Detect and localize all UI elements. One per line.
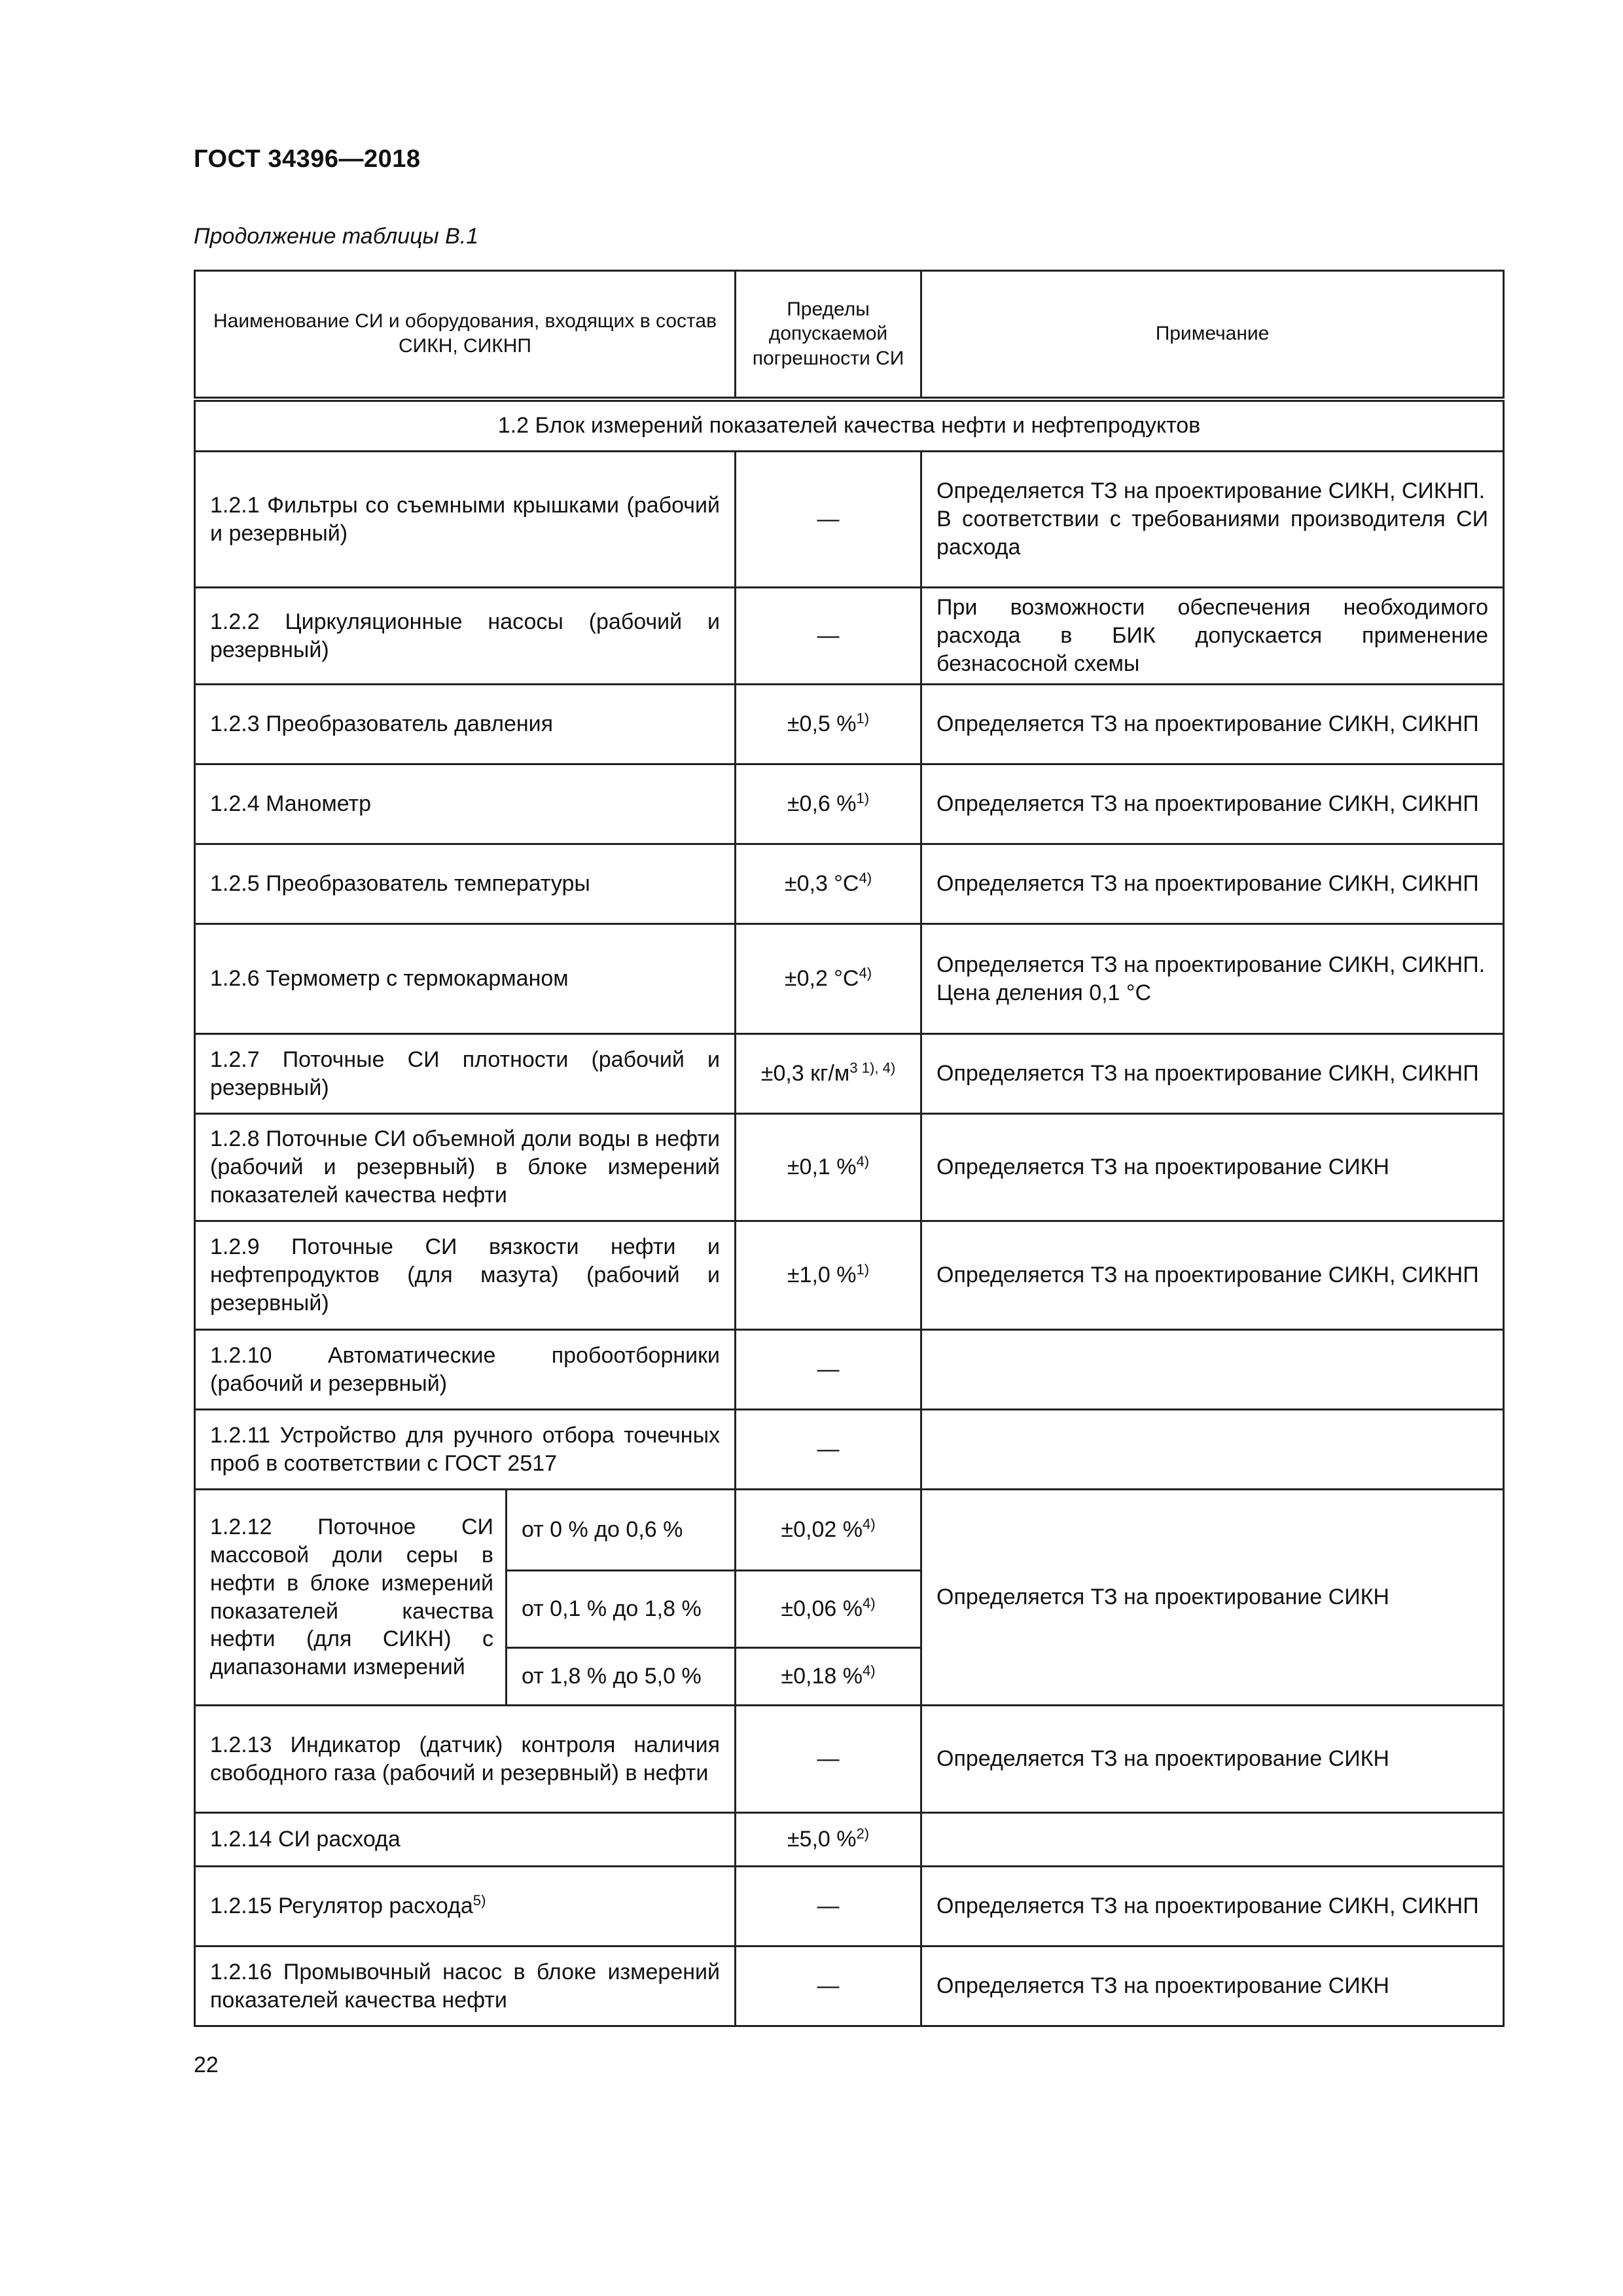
note-cell <box>921 1114 1504 1221</box>
tolerance-text: — <box>817 623 840 649</box>
tolerance-value <box>785 966 872 991</box>
tolerance-cell <box>736 1410 921 1490</box>
item-name: 1.2.7 Поточные СИ плотности (рабочий и резервный) <box>195 1034 736 1114</box>
item-name: 1.2.5 Преобразователь температуры <box>195 844 736 924</box>
item-name: 1.2.4 Манометр <box>195 764 736 844</box>
note-cell <box>921 452 1504 588</box>
tolerance-text: ±0,5 % <box>787 711 857 737</box>
tolerance-cell <box>736 1946 921 2026</box>
table-row <box>195 1867 1504 1946</box>
note-cell <box>921 924 1504 1034</box>
note-cell <box>921 1813 1504 1867</box>
column-header-name: Наименование СИ и оборудования, входящих в состав СИКН, СИКНП <box>195 271 736 399</box>
table-row <box>195 1946 1504 2026</box>
table-row-sulfur <box>195 1490 1504 1571</box>
note-cell <box>921 1330 1504 1410</box>
item-name: 1.2.12 Поточное СИ массовой доли серы в нефти в блоке измерений показателей качества нефти (для СИКН) с диапазонами измерений <box>195 1490 507 1706</box>
item-name: 1.2.10 Автоматические пробоотборники (рабочий и резервный) <box>195 1330 736 1410</box>
tolerance-text: ±0,6 % <box>787 791 857 817</box>
note-cell <box>921 1867 1504 1946</box>
table-row <box>195 924 1504 1034</box>
tolerance-cell <box>736 588 921 685</box>
note-cell <box>921 1706 1504 1813</box>
tolerance-text: ±0,2 °С <box>784 966 859 992</box>
tolerance-cell <box>736 844 921 924</box>
table-row <box>195 1034 1504 1114</box>
footnote-ref: 4) <box>862 1594 876 1611</box>
note-line: Определяется ТЗ на проектирование СИКН <box>936 1746 1389 1772</box>
footnote-ref: 2) <box>856 1825 870 1842</box>
document-designation: ГОСТ 34396—2018 <box>194 145 421 173</box>
footnote-ref: 1) <box>856 789 870 806</box>
footnote-ref: 4) <box>862 1662 876 1679</box>
tolerance-value <box>787 711 869 736</box>
item-name: 1.2.2 Циркуляционные насосы (рабочий и резервный) <box>195 588 736 685</box>
footnote-ref: 4) <box>859 964 872 981</box>
note-cell <box>921 1946 1504 2026</box>
tolerance-value <box>817 507 840 531</box>
note-cell <box>921 844 1504 924</box>
footnote-ref: 1) <box>856 709 870 726</box>
table-row <box>195 1410 1504 1490</box>
item-name: 1.2.9 Поточные СИ вязкости нефти и нефтепродуктов (для мазута) (рабочий и резервный) <box>195 1221 736 1330</box>
note-cell <box>921 1034 1504 1114</box>
item-name: 1.2.11 Устройство для ручного отбора точечных проб в соответствии с ГОСТ 2517 <box>195 1410 736 1490</box>
note-line: Определяется ТЗ на проектирование СИКН <box>936 1155 1389 1180</box>
footnote-ref: 5) <box>473 1892 486 1909</box>
note-line: Определяется ТЗ на проектирование СИКН, СИКНП <box>936 871 1479 897</box>
table-row <box>195 1221 1504 1330</box>
tolerance-value <box>787 1827 869 1852</box>
tolerance-value <box>781 1664 875 1689</box>
tolerance-value <box>781 1596 875 1621</box>
item-name: 1.2.3 Преобразователь давления <box>195 685 736 764</box>
tolerance-cell <box>736 1571 921 1648</box>
tolerance-text: ±0,3 кг/м <box>760 1061 850 1086</box>
table-row <box>195 1330 1504 1410</box>
tolerance-cell <box>736 1034 921 1114</box>
tolerance-value <box>785 871 872 896</box>
table-caption: Продолжение таблицы В.1 <box>194 224 479 249</box>
tolerance-text: — <box>817 1893 840 1919</box>
tolerance-text: — <box>817 507 840 532</box>
tolerance-text: ±0,1 % <box>787 1155 857 1180</box>
note-line: При возможности обеспечения необходимого расхода в БИК допускается применение безнасосной схемы <box>936 595 1489 676</box>
note-line: В соответствии с требованиями производителя СИ расхода <box>936 507 1489 560</box>
tolerance-value <box>817 1746 840 1771</box>
item-name-text: 1.2.16 Промывочный насос в блоке измерений показателей качества нефти <box>210 1959 721 2013</box>
tolerance-text: ±1,0 % <box>787 1263 857 1288</box>
tolerance-text: ±5,0 % <box>787 1827 857 1852</box>
footnote-ref: 4) <box>862 1515 876 1532</box>
note-cell <box>921 685 1504 764</box>
table-row <box>195 1114 1504 1221</box>
note-line: Определяется ТЗ на проектирование СИКН, СИКНП <box>936 1263 1479 1288</box>
column-header-note: Примечание <box>921 271 1504 399</box>
equipment-table <box>194 270 1505 2027</box>
table-row <box>195 764 1504 844</box>
tolerance-cell <box>736 1114 921 1221</box>
table-row <box>195 1813 1504 1867</box>
tolerance-cell <box>736 452 921 588</box>
note-line: Определяется ТЗ на проектирование СИКН, СИКНП <box>936 1061 1479 1086</box>
table-row <box>195 844 1504 924</box>
tolerance-text: — <box>817 1746 840 1772</box>
note-line: Определяется ТЗ на проектирование СИКН <box>936 1973 1389 1999</box>
tolerance-value <box>817 1437 840 1462</box>
tolerance-value <box>787 1263 869 1287</box>
table-row <box>195 452 1504 588</box>
tolerance-value <box>787 791 869 816</box>
measurement-range: от 0 % до 0,6 % <box>507 1490 736 1571</box>
tolerance-text: ±0,18 % <box>781 1664 863 1689</box>
section-row <box>195 399 1504 452</box>
note-cell <box>921 588 1504 685</box>
tolerance-value <box>817 1973 840 1998</box>
tolerance-text: — <box>817 1357 840 1382</box>
note-line: Определяется ТЗ на проектирование СИКН, СИКНП. <box>936 952 1486 977</box>
tolerance-cell <box>736 1813 921 1867</box>
note-cell <box>921 1221 1504 1330</box>
footnote-ref: 4) <box>856 1153 870 1170</box>
note-line: Определяется ТЗ на проектирование СИКН, СИКНП <box>936 711 1479 737</box>
measurement-range: от 1,8 % до 5,0 % <box>507 1648 736 1706</box>
item-name-text: 1.2.13 Индикатор (датчик) контроля наличия свободного газа (рабочий и резервный) в нефти <box>210 1732 721 1785</box>
note-cell <box>921 764 1504 844</box>
footnote-ref: 1) <box>856 1261 870 1278</box>
tolerance-text: ±0,06 % <box>781 1596 863 1622</box>
tolerance-text: — <box>817 1973 840 1999</box>
tolerance-value <box>781 1517 875 1542</box>
item-name-text: 1.2.15 Регулятор расхода <box>210 1893 473 1919</box>
tolerance-cell <box>736 1330 921 1410</box>
note-line: Определяется ТЗ на проектирование СИКН, СИКНП. <box>936 478 1486 504</box>
item-name <box>195 1946 736 2026</box>
footnote-ref: 4) <box>859 869 872 886</box>
tolerance-text: ±0,3 °С <box>784 871 859 897</box>
page-number: 22 <box>194 2053 219 2077</box>
table-header-row <box>195 271 1504 399</box>
table-row <box>195 588 1504 685</box>
tolerance-cell <box>736 1706 921 1813</box>
tolerance-text: ±0,02 % <box>781 1517 863 1543</box>
tolerance-cell <box>736 1867 921 1946</box>
tolerance-value <box>817 1893 840 1918</box>
item-name <box>195 1813 736 1867</box>
note-line: Определяется ТЗ на проектирование СИКН, СИКНП <box>936 791 1479 817</box>
item-name: 1.2.8 Поточные СИ объемной доли воды в нефти (рабочий и резервный) в блоке измерений показателей качества нефти <box>195 1114 736 1221</box>
tolerance-cell <box>736 685 921 764</box>
tolerance-value <box>761 1061 895 1086</box>
tolerance-cell <box>736 924 921 1034</box>
item-name <box>195 1706 736 1813</box>
note-cell <box>921 1410 1504 1490</box>
measurement-range: от 0,1 % до 1,8 % <box>507 1571 736 1648</box>
tolerance-cell <box>736 764 921 844</box>
item-name-text: 1.2.14 СИ расхода <box>210 1827 401 1852</box>
item-name: 1.2.6 Термометр с термокарманом <box>195 924 736 1034</box>
tolerance-text: — <box>817 1437 840 1462</box>
note-line: Цена деления 0,1 °С <box>936 980 1152 1005</box>
tolerance-value <box>817 1357 840 1382</box>
tolerance-cell <box>736 1648 921 1706</box>
tolerance-cell <box>736 1221 921 1330</box>
note-line: Определяется ТЗ на проектирование СИКН, СИКНП <box>936 1893 1479 1919</box>
section-title: 1.2 Блок измерений показателей качества нефти и нефтепродуктов <box>195 399 1504 452</box>
tolerance-value <box>787 1155 869 1179</box>
table-row <box>195 1706 1504 1813</box>
tolerance-cell <box>736 1490 921 1571</box>
column-header-tolerance: Пределы допускаемой погрешности СИ <box>736 271 921 399</box>
item-name <box>195 1867 736 1946</box>
note-cell: Определяется ТЗ на проектирование СИКН <box>921 1490 1504 1706</box>
footnote-ref: 3 1), 4) <box>849 1059 896 1076</box>
item-name: 1.2.1 Фильтры со съемными крышками (рабочий и резервный) <box>195 452 736 588</box>
table-row <box>195 685 1504 764</box>
tolerance-value <box>817 623 840 648</box>
